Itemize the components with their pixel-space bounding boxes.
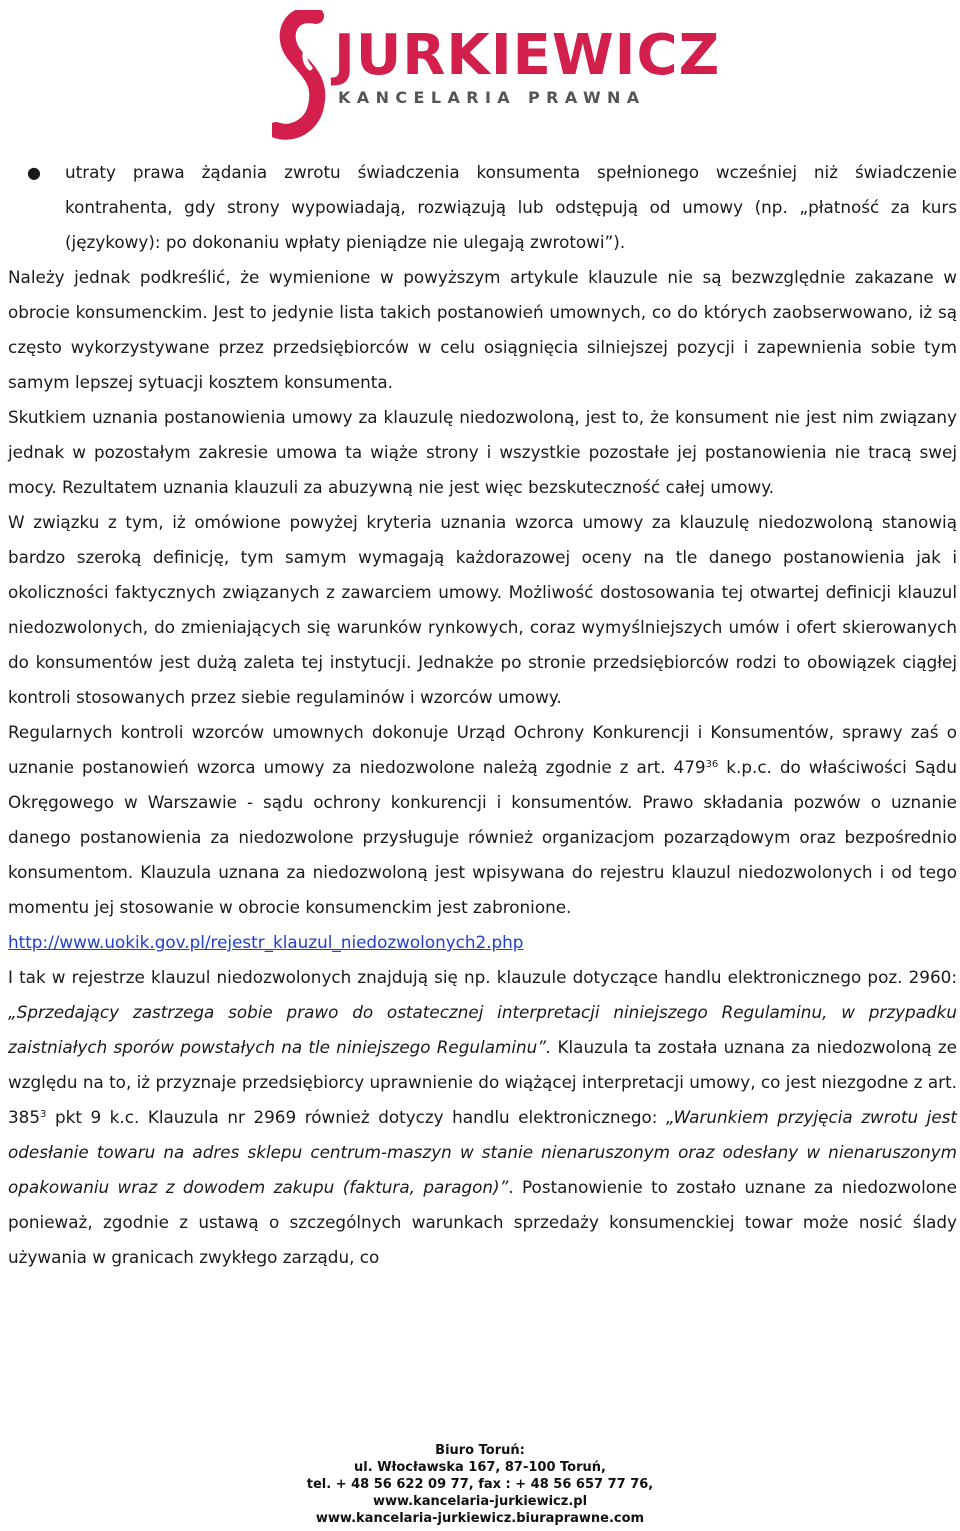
- clause-quote-2960: „Sprzedający zastrzega sobie prawo do ostatecznej interpretacji niniejszego Regulaminu, w przypadku zaistniałych sporów powstałych na tle niniejszego Regulaminu”.: [8, 1002, 957, 1057]
- bullet-text: utraty prawa żądania zwrotu świadczenia konsumenta spełnionego wcześniej niż świadczenie kontrahenta, gdy strony wypowiadają, rozwiązują lub odstępują od umowy (np. „płatność za kurs (językowy): po dokonaniu wpłaty pieniądze nie ulegają zwrotowi”).: [65, 162, 957, 252]
- clause-quote-2969: „Warunkiem przyjęcia zwrotu jest odesłanie towaru na adres sklepu centrum-maszyn w stanie nienaruszonym oraz odesłany w nienaruszonym opakowaniu wraz z dowodem zakupu (faktura, paragon)”: [8, 1107, 957, 1197]
- logo-name: JURKIEWICZ: [334, 23, 721, 88]
- paragraph-1: Należy jednak podkreślić, że wymienione w powyższym artykule klauzule nie są bezwzględnie zakazane w obrocie konsumenckim. Jest to jedynie lista takich postanowień umownych, co do których zaobserwowano, iż są często wykorzystywane przez przedsiębiorców w celu osiągnięcia silniejszej pozycji i zapewnienia sobie tym samym lepszej sytuacji kosztem konsumenta.: [8, 267, 957, 392]
- paragraph-5: [8, 960, 957, 1275]
- paragraph-5-text-a: I tak w rejestrze klauzul niedozwolonych znajdują się np. klauzule dotyczące handlu elektronicznego poz. 2960:: [8, 967, 957, 987]
- paragraph-5-text-c: pkt 9 k.c. Klauzula nr 2969 również dotyczy handlu elektronicznego:: [46, 1107, 667, 1127]
- footer-website: www.kancelaria-jurkiewicz.pl: [372, 1494, 588, 1509]
- paragraph-4: [8, 715, 957, 925]
- document-body: [8, 155, 957, 1275]
- paragraph-4-text-a: Regularnych kontroli wzorców umownych dokonuje Urząd Ochrony Konkurencji i Konsumentów, sprawy zaś o uznanie postanowień wzorca umowy za niedozwolone należą zgodnie z art. 479: [8, 722, 957, 777]
- paragraph-3: W związku z tym, iż omówione powyżej kryteria uznania wzorca umowy za klauzulę niedozwoloną stanowią bardzo szeroką definicję, tym samym wymagają każdorazowej oceny na tle danego postanowienia jak i okoliczności faktycznych związanych z zawarciem umowy. Możliwość dostosowania tej otwartej definicji klauzul niedozwolonych, do zmieniających się warunków rynkowych, coraz wymyślniejszych umów i ofert skierowanych do konsumentów jest dużą zaleta tej instytucji. Jednakże po stronie przedsiębiorców rodzi to obowiązek ciągłej kontroli stosowanych przez siebie regulaminów i wzorców umowy.: [8, 512, 957, 707]
- page-header: [0, 0, 960, 150]
- footer-office-label: Biuro Toruń:: [435, 1443, 525, 1458]
- logo-mark-icon: [272, 10, 332, 140]
- link-paragraph: [8, 925, 957, 960]
- article-superscript-2: 3: [40, 1109, 47, 1120]
- paragraph-2: Skutkiem uznania postanowienia umowy za klauzulę niedozwoloną, jest to, że konsument nie jest nim związany jednak w pozostałym zakresie umowa ta wiąże strony i wszystkie pozostałe jej postanowienia nie tracą swej mocy. Rezultatem uznania klauzuli za abuzywną nie jest więc bezskuteczność całej umowy.: [8, 407, 957, 497]
- page-footer: [0, 1442, 960, 1527]
- paragraph-5-text-d: . Postanowienie to zostało uznane za niedozwolone ponieważ, zgodnie z ustawą o szczególnych warunkach sprzedaży konsumenckiej towar może nosić ślady używania w granicach zwykłego zarządu, co: [8, 1177, 958, 1267]
- footer-phone: tel. + 48 56 622 09 77, fax : + 48 56 657 77 76,: [306, 1477, 654, 1492]
- register-link[interactable]: http://www.uokik.gov.pl/rejestr_klauzul_niedozwolonych2.php: [8, 932, 524, 952]
- footer-website-2: www.kancelaria-jurkiewicz.biuraprawne.com: [315, 1511, 645, 1526]
- paragraph-5-text-b: Klauzula ta została uznana za niedozwoloną ze względu na to, iż przyznaje przedsiębiorcy uprawnienie do wiążącej interpretacji umowy, co jest niezgodne z art. 385: [8, 1037, 957, 1127]
- article-superscript: 36: [705, 759, 719, 770]
- company-logo: [272, 10, 721, 140]
- logo-subtitle: KANCELARIA PRAWNA: [338, 88, 646, 107]
- bullet-icon: ●: [27, 163, 41, 182]
- paragraph-4-text-b: k.p.c. do właściwości Sądu Okręgowego w Warszawie - sądu ochrony konkurencji i konsumentów. Prawo składania pozwów o uznanie danego postanowienia za niedozwolone przysługuje również organizacjom pozarządowym oraz bezpośrednio konsumentom. Klauzula uznana za niedozwoloną jest wpisywana do rejestru klauzul niedozwolonych i od tego momentu jej stosowanie w obrocie konsumenckim jest zabronione.: [8, 757, 957, 917]
- bullet-list-item: [8, 155, 957, 260]
- footer-address: ul. Włocławska 167, 87-100 Toruń,: [354, 1460, 606, 1475]
